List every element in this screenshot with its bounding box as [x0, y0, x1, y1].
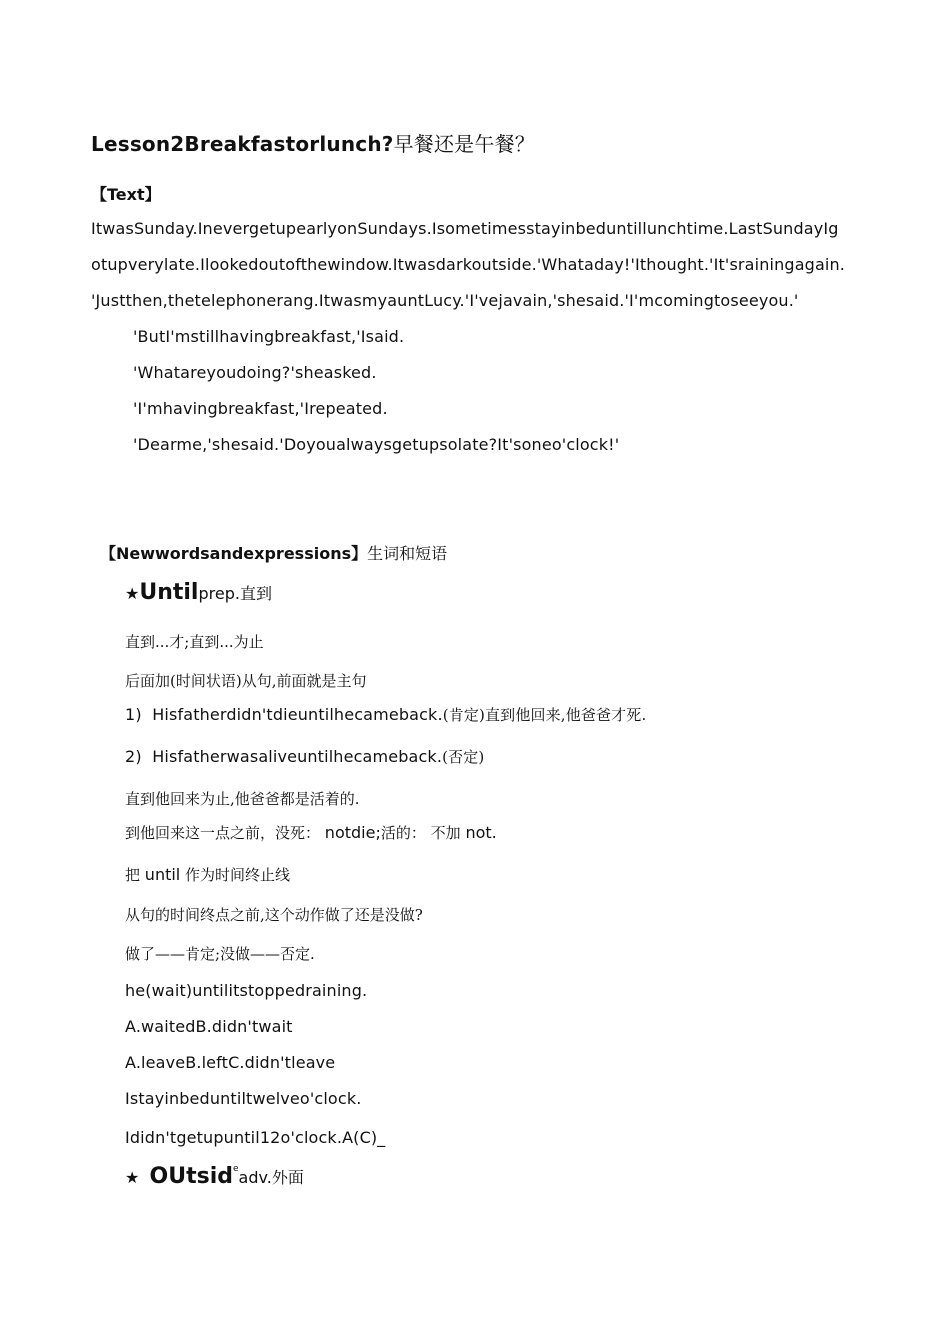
vocab-entry-outside	[125, 1164, 304, 1189]
exercise-line: Ididn'tgetupuntil12o'clock.A(C)_	[125, 1128, 386, 1147]
vocab-entry-until	[125, 580, 272, 605]
title-english: Lesson2Breakfastorlunch?	[91, 132, 394, 156]
text-line-1: ItwasSunday.InevergetupearlyonSundays.Isometimesstayinbeduntillunchtime.LastSundayIg	[91, 219, 839, 238]
note-line: 做了——肯定;没做——否定.	[125, 945, 315, 963]
text-line-5: 'Whatareyoudoing?'sheasked.	[133, 363, 377, 382]
vocab-meaning: 外面	[271, 1168, 304, 1187]
vocab-word-superscript: e	[232, 1164, 239, 1174]
note-fragment: until	[144, 865, 181, 884]
words-section-label-cn: 生词和短语	[367, 544, 448, 563]
text-line-2: otupverylate.Ilookedoutofthewindow.Itwasdarkoutside.'Whataday!'Ithought.'It'srainingagain.	[91, 255, 846, 274]
vocab-pos: prep.	[198, 584, 240, 603]
note-line: 直到...才;直到...为止	[125, 633, 264, 651]
note-fragment: 到他回来这一点之前，没死：	[125, 824, 321, 842]
page-title	[91, 128, 535, 157]
note-line: 后面加(时间状语)从句,前面就是主句	[125, 672, 367, 690]
text-line-7: 'Dearme,'shesaid.'Doyoualwaysgetupsolate?It'soneo'clock!'	[133, 435, 620, 454]
text-line-4: 'ButI'mstillhavingbreakfast,'Isaid.	[133, 327, 405, 346]
example-number: 1)	[125, 705, 142, 724]
note-fragment: not.	[465, 823, 497, 842]
example-line-2	[125, 746, 484, 767]
note-line-mixed	[125, 822, 497, 843]
note-line: 从句的时间终点之前,这个动作做了还是没做?	[125, 906, 423, 924]
example-chinese: (否定)	[442, 748, 485, 766]
star-icon: ★	[125, 584, 140, 603]
vocab-meaning: 直到	[239, 584, 272, 603]
vocab-word: Until	[139, 580, 199, 605]
example-line-1	[125, 704, 646, 725]
vocab-word: OUtsid	[149, 1164, 233, 1189]
words-section-label: 【Newwordsandexpressions】	[100, 544, 368, 563]
note-fragment: 把	[125, 866, 141, 884]
star-icon: ★	[125, 1168, 140, 1187]
exercise-line: he(wait)untilitstoppedraining.	[125, 981, 368, 1000]
example-number: 2)	[125, 747, 142, 766]
text-line-3: 'Justthen,thetelephonerang.ItwasmyauntLucy.'I'vejavain,'shesaid.'I'mcomingtoseeyou.'	[91, 291, 799, 310]
note-fragment: 活的：	[380, 824, 426, 842]
text-section-heading: 【Text】	[91, 185, 161, 204]
note-fragment: notdie;	[324, 823, 381, 842]
exercise-line: Istayinbeduntiltwelveo'clock.	[125, 1089, 362, 1108]
exercise-line: A.leaveB.leftC.didn'tleave	[125, 1053, 336, 1072]
note-fragment: 不加	[430, 824, 461, 842]
note-fragment: 作为时间终止线	[185, 866, 291, 884]
example-english: Hisfatherwasaliveuntilhecameback.	[152, 747, 443, 766]
note-line-mixed	[125, 864, 290, 885]
text-line-6: 'I'mhavingbreakfast,'Irepeated.	[133, 399, 388, 418]
exercise-line: A.waitedB.didn'twait	[125, 1017, 293, 1036]
note-line: 直到他回来为止,他爸爸都是活着的.	[125, 790, 360, 808]
words-section-heading	[100, 541, 447, 564]
title-chinese: 早餐还是午餐？	[393, 132, 535, 156]
example-english: Hisfatherdidn'tdieuntilhecameback.	[152, 705, 443, 724]
vocab-pos: adv.	[238, 1168, 272, 1187]
example-chinese: (肯定)直到他回来,他爸爸才死.	[442, 706, 647, 724]
